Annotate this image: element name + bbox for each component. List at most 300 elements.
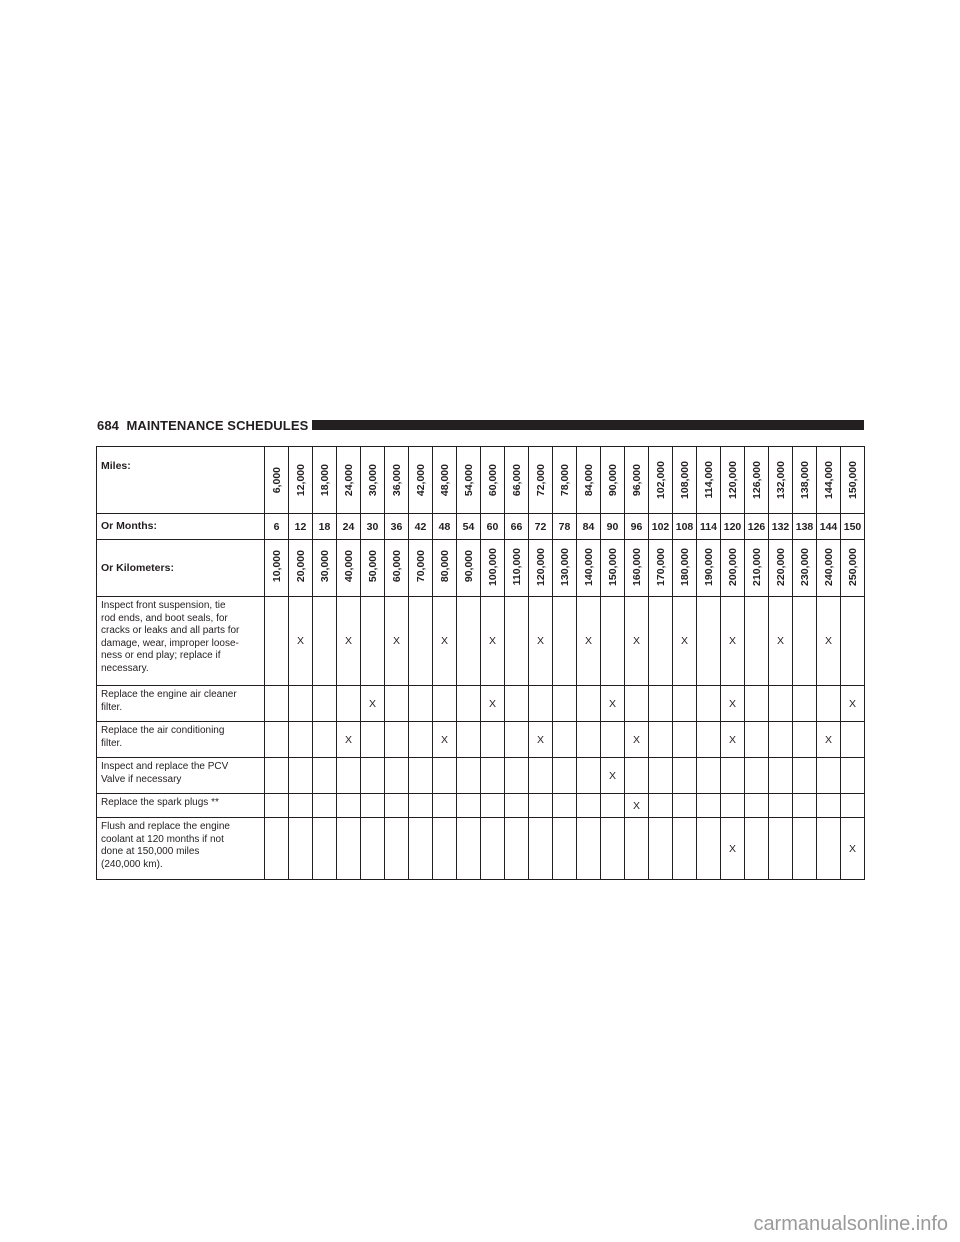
service-mark: X <box>433 722 457 758</box>
empty-cell <box>313 818 337 880</box>
empty-cell <box>289 794 313 818</box>
miles-label: Miles: <box>97 447 265 514</box>
empty-cell <box>601 597 625 686</box>
miles-header-cell <box>697 447 721 514</box>
miles-value: 42,000 <box>415 463 427 497</box>
miles-value: 126,000 <box>751 461 763 499</box>
miles-value: 114,000 <box>703 461 715 499</box>
miles-header-cell <box>673 447 697 514</box>
km-header-cell <box>817 540 841 597</box>
months-label: Or Months: <box>97 514 265 540</box>
months-value: 108 <box>673 514 697 540</box>
months-value: 102 <box>649 514 673 540</box>
service-mark: X <box>625 597 649 686</box>
empty-cell <box>769 758 793 794</box>
empty-cell <box>505 818 529 880</box>
service-mark: X <box>433 597 457 686</box>
months-value: 48 <box>433 514 457 540</box>
empty-cell <box>625 686 649 722</box>
service-description-line: done at 150,000 miles <box>101 846 200 857</box>
empty-cell <box>409 722 433 758</box>
empty-cell <box>649 758 673 794</box>
service-mark: X <box>817 597 841 686</box>
empty-cell <box>625 818 649 880</box>
months-value: 138 <box>793 514 817 540</box>
empty-cell <box>769 686 793 722</box>
miles-header-cell <box>745 447 769 514</box>
service-description-line: rod ends, and boot seals, for <box>101 612 228 624</box>
empty-cell <box>433 686 457 722</box>
service-description-line: filter. <box>101 737 123 749</box>
empty-cell <box>457 818 481 880</box>
empty-cell <box>697 686 721 722</box>
service-mark: X <box>721 597 745 686</box>
miles-header-cell <box>769 447 793 514</box>
km-header-cell <box>745 540 769 597</box>
service-mark: X <box>481 686 505 722</box>
empty-cell <box>265 818 289 880</box>
empty-cell <box>313 794 337 818</box>
empty-cell <box>265 597 289 686</box>
empty-cell <box>313 686 337 722</box>
empty-cell <box>385 818 409 880</box>
miles-value: 54,000 <box>463 463 475 497</box>
service-description-line: Replace the engine air cleaner <box>101 689 237 700</box>
empty-cell <box>577 758 601 794</box>
months-value: 84 <box>577 514 601 540</box>
empty-cell <box>481 722 505 758</box>
empty-cell <box>409 818 433 880</box>
empty-cell <box>553 597 577 686</box>
empty-cell <box>481 818 505 880</box>
empty-cell <box>721 758 745 794</box>
km-header-cell <box>289 540 313 597</box>
empty-cell <box>649 818 673 880</box>
service-description-line: damage, wear, improper loose- <box>101 637 239 649</box>
km-header-cell <box>649 540 673 597</box>
km-value: 230,000 <box>799 547 811 586</box>
empty-cell <box>361 722 385 758</box>
miles-value: 18,000 <box>319 463 331 497</box>
miles-value: 138,000 <box>799 461 811 499</box>
miles-value: 96,000 <box>631 463 643 497</box>
miles-header-cell <box>553 447 577 514</box>
empty-cell <box>817 794 841 818</box>
empty-cell <box>553 758 577 794</box>
empty-cell <box>649 794 673 818</box>
miles-value: 108,000 <box>679 461 691 499</box>
empty-cell <box>745 686 769 722</box>
km-value: 250,000 <box>847 547 859 586</box>
miles-header-cell <box>289 447 313 514</box>
empty-cell <box>745 794 769 818</box>
section-title: MAINTENANCE SCHEDULES <box>126 418 309 433</box>
empty-cell <box>769 794 793 818</box>
empty-cell <box>409 597 433 686</box>
empty-cell <box>745 818 769 880</box>
service-description-line: ness or end play; replace if <box>101 650 221 661</box>
empty-cell <box>457 686 481 722</box>
km-value: 160,000 <box>631 547 643 586</box>
miles-header-cell <box>505 447 529 514</box>
months-value: 12 <box>289 514 313 540</box>
empty-cell <box>385 794 409 818</box>
service-description-line: Inspect and replace the PCV <box>101 761 229 772</box>
months-value: 36 <box>385 514 409 540</box>
empty-cell <box>817 818 841 880</box>
km-value: 100,000 <box>487 547 499 586</box>
empty-cell <box>745 758 769 794</box>
empty-cell <box>745 722 769 758</box>
service-mark: X <box>817 722 841 758</box>
months-value: 126 <box>745 514 769 540</box>
empty-cell <box>841 758 865 794</box>
miles-header-cell <box>649 447 673 514</box>
empty-cell <box>793 794 817 818</box>
service-mark: X <box>577 597 601 686</box>
service-mark: X <box>601 758 625 794</box>
km-value: 20,000 <box>295 550 307 583</box>
km-header-cell <box>697 540 721 597</box>
service-description-line: Replace the air conditioning <box>101 725 225 736</box>
empty-cell <box>313 722 337 758</box>
service-mark: X <box>361 686 385 722</box>
watermark: carmanualsonline.info <box>753 1213 948 1235</box>
empty-cell <box>457 722 481 758</box>
miles-header-cell <box>793 447 817 514</box>
miles-header-cell <box>385 447 409 514</box>
km-header-cell <box>673 540 697 597</box>
empty-cell <box>601 818 625 880</box>
empty-cell <box>481 794 505 818</box>
empty-cell <box>577 722 601 758</box>
service-description-line: necessary. <box>101 662 149 674</box>
km-header-cell <box>265 540 289 597</box>
empty-cell <box>721 794 745 818</box>
km-value: 150,000 <box>607 547 619 586</box>
km-header-cell <box>361 540 385 597</box>
empty-cell <box>409 758 433 794</box>
empty-cell <box>505 794 529 818</box>
empty-cell <box>265 722 289 758</box>
months-value: 60 <box>481 514 505 540</box>
km-value: 30,000 <box>319 550 331 583</box>
months-value: 6 <box>265 514 289 540</box>
service-mark: X <box>529 597 553 686</box>
empty-cell <box>505 722 529 758</box>
empty-cell <box>385 722 409 758</box>
km-value: 200,000 <box>727 547 739 586</box>
km-header-cell <box>841 540 865 597</box>
service-description <box>97 686 265 722</box>
service-mark: X <box>625 794 649 818</box>
empty-cell <box>841 597 865 686</box>
miles-header-cell <box>577 447 601 514</box>
miles-header-cell <box>601 447 625 514</box>
km-value: 120,000 <box>535 547 547 586</box>
service-description <box>97 597 265 686</box>
miles-header-cell <box>313 447 337 514</box>
empty-cell <box>409 686 433 722</box>
miles-header-cell <box>625 447 649 514</box>
km-header-cell <box>505 540 529 597</box>
miles-value: 120,000 <box>727 461 739 499</box>
empty-cell <box>673 818 697 880</box>
empty-cell <box>265 758 289 794</box>
empty-cell <box>793 818 817 880</box>
miles-value: 144,000 <box>823 461 835 499</box>
service-row <box>97 686 865 722</box>
months-value: 24 <box>337 514 361 540</box>
service-description-line: Flush and replace the engine <box>101 821 230 832</box>
empty-cell <box>505 758 529 794</box>
service-description-line: cracks or leaks and all parts for <box>101 625 240 636</box>
km-value: 70,000 <box>415 550 427 583</box>
miles-value: 30,000 <box>367 463 379 497</box>
maintenance-schedule-table <box>96 446 865 880</box>
km-value: 140,000 <box>583 547 595 586</box>
months-header-row <box>97 514 865 540</box>
months-value: 144 <box>817 514 841 540</box>
service-mark: X <box>841 818 865 880</box>
km-header-row <box>97 540 865 597</box>
miles-header-cell <box>433 447 457 514</box>
miles-value: 90,000 <box>607 463 619 497</box>
km-value: 180,000 <box>679 547 691 586</box>
empty-cell <box>385 758 409 794</box>
miles-header-cell <box>337 447 361 514</box>
km-value: 40,000 <box>343 550 355 583</box>
km-value: 210,000 <box>751 547 763 586</box>
empty-cell <box>649 597 673 686</box>
empty-cell <box>673 722 697 758</box>
empty-cell <box>553 794 577 818</box>
empty-cell <box>841 722 865 758</box>
miles-value: 48,000 <box>439 463 451 497</box>
empty-cell <box>289 818 313 880</box>
km-header-cell <box>409 540 433 597</box>
miles-value: 12,000 <box>295 463 307 497</box>
service-mark: X <box>769 597 793 686</box>
service-mark: X <box>721 686 745 722</box>
km-label: Or Kilometers: <box>97 540 265 597</box>
km-value: 50,000 <box>367 550 379 583</box>
service-mark: X <box>385 597 409 686</box>
empty-cell <box>529 818 553 880</box>
service-description <box>97 818 265 880</box>
empty-cell <box>697 794 721 818</box>
empty-cell <box>289 722 313 758</box>
empty-cell <box>481 758 505 794</box>
miles-value: 60,000 <box>487 463 499 497</box>
km-header-cell <box>577 540 601 597</box>
empty-cell <box>673 794 697 818</box>
empty-cell <box>457 597 481 686</box>
km-header-cell <box>553 540 577 597</box>
service-mark: X <box>841 686 865 722</box>
months-value: 96 <box>625 514 649 540</box>
service-mark: X <box>289 597 313 686</box>
empty-cell <box>313 597 337 686</box>
empty-cell <box>505 597 529 686</box>
km-header-cell <box>721 540 745 597</box>
service-mark: X <box>481 597 505 686</box>
km-value: 220,000 <box>775 547 787 586</box>
service-mark: X <box>673 597 697 686</box>
km-header-cell <box>529 540 553 597</box>
km-header-cell <box>313 540 337 597</box>
service-mark: X <box>601 686 625 722</box>
empty-cell <box>337 818 361 880</box>
empty-cell <box>337 794 361 818</box>
miles-header-cell <box>361 447 385 514</box>
empty-cell <box>697 818 721 880</box>
empty-cell <box>793 597 817 686</box>
empty-cell <box>337 686 361 722</box>
empty-cell <box>505 686 529 722</box>
km-header-cell <box>481 540 505 597</box>
page-header-text <box>97 418 308 433</box>
empty-cell <box>553 722 577 758</box>
km-value: 110,000 <box>511 547 523 586</box>
empty-cell <box>529 794 553 818</box>
km-value: 240,000 <box>823 547 835 586</box>
service-mark: X <box>625 722 649 758</box>
months-value: 114 <box>697 514 721 540</box>
service-description-line: filter. <box>101 701 123 713</box>
months-value: 54 <box>457 514 481 540</box>
km-header-cell <box>385 540 409 597</box>
empty-cell <box>625 758 649 794</box>
empty-cell <box>553 686 577 722</box>
empty-cell <box>433 758 457 794</box>
service-row <box>97 722 865 758</box>
empty-cell <box>601 794 625 818</box>
empty-cell <box>601 722 625 758</box>
empty-cell <box>577 794 601 818</box>
empty-cell <box>529 686 553 722</box>
km-header-cell <box>457 540 481 597</box>
empty-cell <box>433 818 457 880</box>
months-value: 150 <box>841 514 865 540</box>
service-description-line: coolant at 120 months if not <box>101 833 224 845</box>
miles-value: 72,000 <box>535 463 547 497</box>
page-header <box>97 416 864 436</box>
months-value: 90 <box>601 514 625 540</box>
empty-cell <box>793 758 817 794</box>
service-row <box>97 794 865 818</box>
km-value: 10,000 <box>271 550 283 583</box>
header-rule <box>312 420 864 430</box>
service-mark: X <box>721 818 745 880</box>
miles-header-cell <box>817 447 841 514</box>
empty-cell <box>337 758 361 794</box>
empty-cell <box>673 686 697 722</box>
months-value: 18 <box>313 514 337 540</box>
empty-cell <box>769 722 793 758</box>
service-mark: X <box>721 722 745 758</box>
empty-cell <box>577 818 601 880</box>
empty-cell <box>265 794 289 818</box>
empty-cell <box>769 818 793 880</box>
km-value: 60,000 <box>391 550 403 583</box>
service-description <box>97 794 265 818</box>
empty-cell <box>361 758 385 794</box>
service-description-line: (240,000 km). <box>101 858 163 870</box>
empty-cell <box>433 794 457 818</box>
empty-cell <box>457 794 481 818</box>
miles-value: 78,000 <box>559 463 571 497</box>
miles-header-cell <box>409 447 433 514</box>
km-header-cell <box>769 540 793 597</box>
empty-cell <box>577 686 601 722</box>
months-value: 78 <box>553 514 577 540</box>
miles-header-cell <box>841 447 865 514</box>
empty-cell <box>697 722 721 758</box>
page-number: 684 <box>97 418 119 433</box>
km-header-cell <box>433 540 457 597</box>
empty-cell <box>817 758 841 794</box>
service-description <box>97 758 265 794</box>
empty-cell <box>553 818 577 880</box>
empty-cell <box>313 758 337 794</box>
miles-value: 6,000 <box>271 466 283 494</box>
km-value: 170,000 <box>655 547 667 586</box>
km-value: 130,000 <box>559 547 571 586</box>
km-value: 80,000 <box>439 550 451 583</box>
service-description <box>97 722 265 758</box>
miles-value: 24,000 <box>343 463 355 497</box>
empty-cell <box>265 686 289 722</box>
empty-cell <box>697 597 721 686</box>
service-mark: X <box>337 597 361 686</box>
empty-cell <box>289 686 313 722</box>
service-mark: X <box>529 722 553 758</box>
empty-cell <box>697 758 721 794</box>
service-row <box>97 758 865 794</box>
months-value: 30 <box>361 514 385 540</box>
miles-header-cell <box>481 447 505 514</box>
miles-header-cell <box>721 447 745 514</box>
miles-value: 132,000 <box>775 461 787 499</box>
empty-cell <box>649 686 673 722</box>
miles-value: 36,000 <box>391 463 403 497</box>
months-value: 66 <box>505 514 529 540</box>
km-header-cell <box>337 540 361 597</box>
empty-cell <box>793 722 817 758</box>
empty-cell <box>793 686 817 722</box>
miles-value: 84,000 <box>583 463 595 497</box>
empty-cell <box>745 597 769 686</box>
service-mark: X <box>337 722 361 758</box>
months-value: 120 <box>721 514 745 540</box>
empty-cell <box>673 758 697 794</box>
empty-cell <box>361 818 385 880</box>
empty-cell <box>841 794 865 818</box>
miles-header-cell <box>457 447 481 514</box>
km-header-cell <box>793 540 817 597</box>
empty-cell <box>361 597 385 686</box>
empty-cell <box>385 686 409 722</box>
miles-header-row <box>97 447 865 514</box>
service-description-line: Replace the spark plugs ** <box>101 797 219 808</box>
miles-value: 66,000 <box>511 463 523 497</box>
service-row <box>97 597 865 686</box>
empty-cell <box>289 758 313 794</box>
empty-cell <box>361 794 385 818</box>
km-header-cell <box>625 540 649 597</box>
km-value: 190,000 <box>703 547 715 586</box>
